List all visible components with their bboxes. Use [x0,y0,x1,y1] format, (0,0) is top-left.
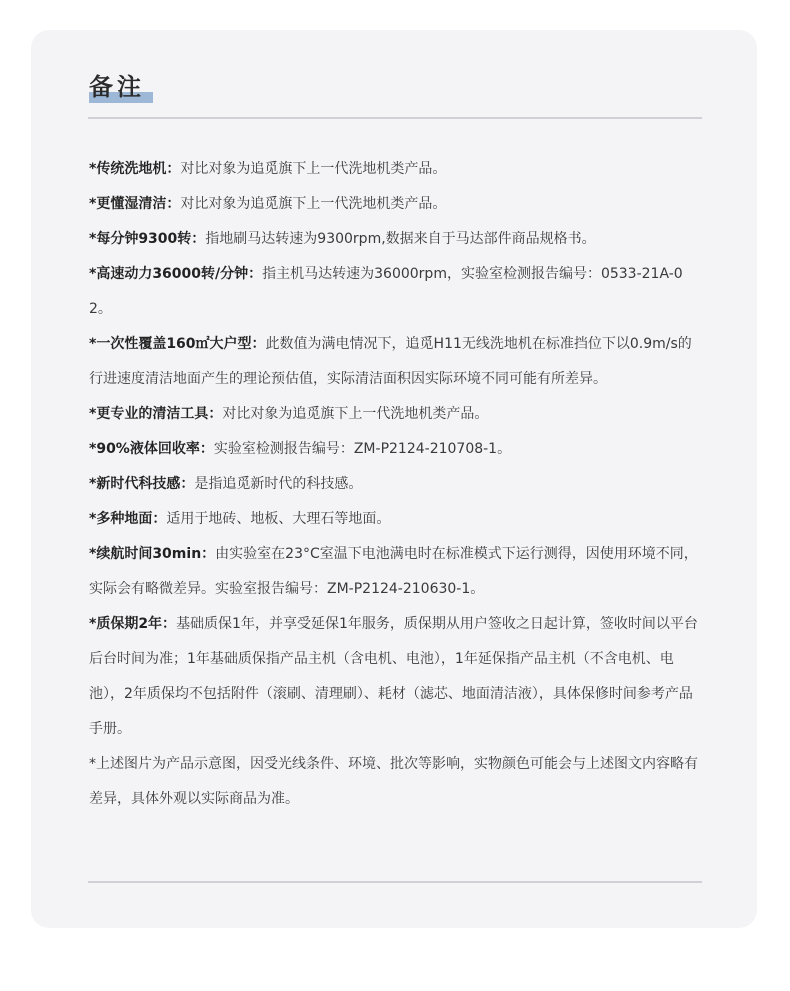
note-item [89,152,705,187]
note-text: 实验室检测报告编号：ZM-P2124-210708-1。 [213,441,512,457]
notes-list [89,152,705,817]
note-label: *新时代科技感： [89,476,195,492]
note-item [89,537,705,607]
note-label: *更专业的清洁工具： [89,406,223,422]
notes-card [31,30,757,928]
note-text: *上述图片为产品示意图，因受光线条件、环境、批次等影响，实物颜色可能会与上述图文内容略有差异，具体外观以实际商品为准。 [89,756,698,807]
note-item [89,467,705,502]
page-title: 备注 [89,73,145,101]
note-text: 由实验室在23°C室温下电池满电时在标准模式下运行测得，因使用环境不同，实际会有略微差异。实验室报告编号：ZM-P2124-210630-1。 [89,546,698,597]
note-item [89,187,705,222]
note-text: 基础质保1年，并享受延保1年服务，质保期从用户签收之日起计算，签收时间以平台后台时间为准；1年基础质保指产品主机（含电机、电池），1年延保指产品主机（不含电机、电池），2年质保均不包括附件（滚刷、清理刷）、耗材（滤芯、地面清洁液），具体保修时间参考产品手册。 [89,616,698,737]
note-label: *续航时间30min： [89,546,216,562]
note-text: 是指追觅新时代的科技感。 [194,476,363,492]
bottom-divider [88,881,702,883]
note-item [89,607,705,747]
note-item [89,432,705,467]
note-text: 适用于地砖、地板、大理石等地面。 [166,511,391,527]
note-label: *传统洗地机： [89,161,181,177]
note-text: 指主机马达转速为36000rpm，实验室检测报告编号：0533-21A-02。 [89,266,683,317]
note-label: *90%液体回收率： [89,441,214,457]
note-label: *质保期2年： [89,616,177,632]
note-item [89,257,705,327]
note-text: 对比对象为追觅旗下上一代洗地机类产品。 [222,406,489,422]
note-item [89,222,705,257]
note-label: *多种地面： [89,511,167,527]
note-label: *每分钟9300转： [89,231,206,247]
top-divider [88,117,702,119]
section-heading [89,72,145,106]
note-text: 此数值为满电情况下，追觅H11无线洗地机在标准挡位下以0.9m/s的行进速度清洁地面产生的理论预估值，实际清洁面积因实际环境不同可能有所差异。 [89,336,692,387]
note-item [89,397,705,432]
note-item [89,327,705,397]
note-text: 对比对象为追觅旗下上一代洗地机类产品。 [180,196,447,212]
note-label: *一次性覆盖160㎡大户型： [89,336,266,352]
disclaimer-note [89,747,705,817]
note-item [89,502,705,537]
note-text: 对比对象为追觅旗下上一代洗地机类产品。 [180,161,447,177]
note-label: *更懂湿清洁： [89,196,181,212]
note-text: 指地刷马达转速为9300rpm,数据来自于马达部件商品规格书。 [205,231,596,247]
note-label: *高速动力36000转/分钟： [89,266,263,282]
